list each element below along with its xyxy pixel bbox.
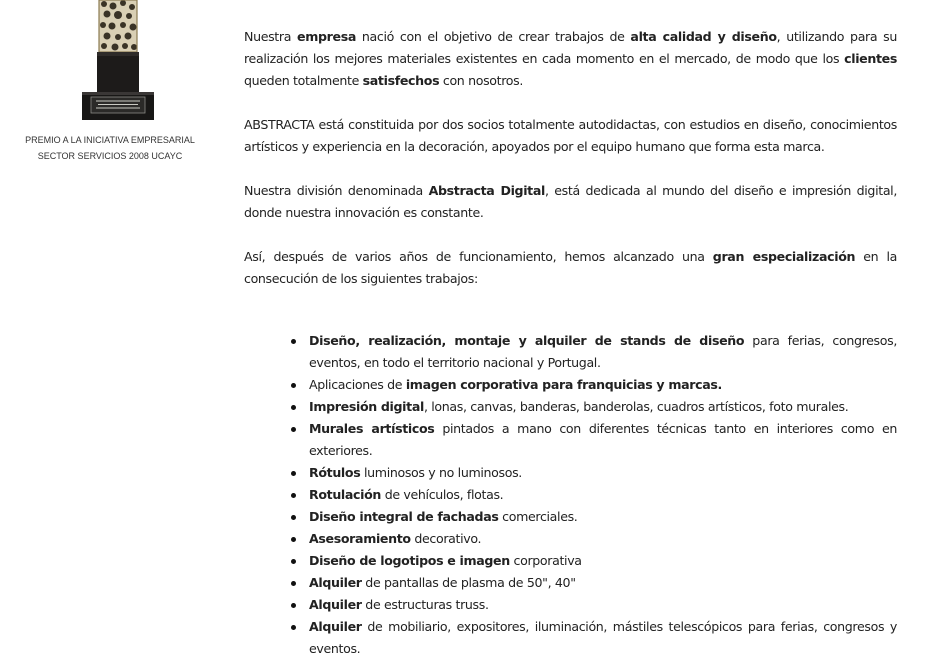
bold-text: Diseño integral de fachadas — [309, 509, 499, 524]
award-caption-line2: SECTOR SERVICIOS 2008 UCAYC — [37, 151, 183, 161]
bold-text: Rótulos — [309, 465, 361, 480]
bold-text: clientes — [844, 51, 897, 66]
list-item — [309, 330, 897, 374]
list-item — [309, 396, 897, 418]
bold-text: Alquiler — [309, 619, 362, 634]
bold-text: empresa — [297, 29, 356, 44]
text-run: nació con el objetivo de crear trabajos de — [356, 29, 631, 44]
text-run: comerciales. — [498, 509, 578, 524]
bold-text: satisfechos — [362, 73, 440, 88]
text-run: ABSTRACTA está constituida por dos socios totalmente autodidactas, con estudios en diseño, conocimientos artísticos y experiencia en la decoración, apoyados por el equipo humano que forma esta marca. — [244, 117, 897, 154]
bold-text: imagen corporativa para franquicias y marcas. — [405, 377, 722, 392]
bold-text: Diseño, realización, montaje y alquiler de stands de diseño — [309, 333, 745, 348]
text-run: Así, después de varios años de funcionamiento, hemos alcanzado una — [244, 249, 713, 264]
text-run: decorativo. — [410, 531, 482, 546]
bold-text: Rotulación — [309, 487, 382, 502]
intro-paragraph — [244, 26, 897, 92]
text-run: corporativa — [509, 553, 582, 568]
text-run: , utilizando para su realización los mejores materiales existentes en cada momento en el mercado, de modo que los — [244, 29, 898, 66]
bold-text: Abstracta Digital — [428, 183, 545, 198]
text-run: Nuestra división denominada — [244, 183, 429, 198]
list-item — [309, 550, 897, 572]
bold-text: Asesoramiento — [309, 531, 411, 546]
text-run: de estructuras truss. — [361, 597, 489, 612]
bold-text: Alquiler — [309, 575, 362, 590]
list-item — [309, 484, 897, 506]
text-run: Aplicaciones de — [309, 377, 406, 392]
text-run: pintados a mano con diferentes técnicas tanto en interiores como en exteriores. — [309, 421, 898, 458]
text-run: queden totalmente — [244, 73, 363, 88]
text-run: de vehículos, flotas. — [381, 487, 504, 502]
text-run: de pantallas de plasma de 50", 40" — [361, 575, 576, 590]
list-item — [309, 418, 897, 462]
award-sidebar — [0, 0, 220, 646]
award-caption-line1: PREMIO A LA INICIATIVA EMPRESARIAL — [25, 135, 195, 145]
list-item — [309, 506, 897, 528]
bold-text: Murales artísticos — [309, 421, 435, 436]
bold-text: Diseño de logotipos e imagen — [309, 553, 510, 568]
text-run: de mobiliario, expositores, iluminación, mástiles telescópicos para ferias, congresos y eventos. — [309, 619, 897, 656]
list-item — [309, 572, 897, 594]
digital-division-paragraph — [244, 180, 897, 224]
list-item — [309, 594, 897, 616]
list-item — [309, 462, 897, 484]
award-trophy-image — [77, 0, 159, 122]
list-item — [309, 374, 897, 396]
text-run: en la consecución de los siguientes trabajos: — [244, 249, 897, 286]
services-list — [244, 330, 897, 660]
bold-text: Alquiler — [309, 597, 362, 612]
founders-paragraph — [244, 114, 897, 158]
specialization-paragraph — [244, 246, 897, 290]
list-item — [309, 616, 897, 660]
text-run: , lonas, canvas, banderas, banderolas, cuadros artísticos, foto murales. — [423, 399, 849, 414]
text-run: , está dedicada al mundo del diseño e impresión digital, donde nuestra innovación es constante. — [244, 183, 897, 220]
text-run: Nuestra — [244, 29, 298, 44]
text-run: luminosos y no luminosos. — [360, 465, 522, 480]
text-run: con nosotros. — [439, 73, 523, 88]
bold-text: alta calidad y diseño — [630, 29, 777, 44]
list-item — [309, 528, 897, 550]
award-caption — [0, 132, 220, 164]
bold-text: Impresión digital — [309, 399, 424, 414]
bold-text: gran especialización — [712, 249, 856, 264]
text-run: para ferias, congresos, eventos, en todo el territorio nacional y Portugal. — [309, 333, 897, 370]
main-content — [244, 26, 897, 660]
